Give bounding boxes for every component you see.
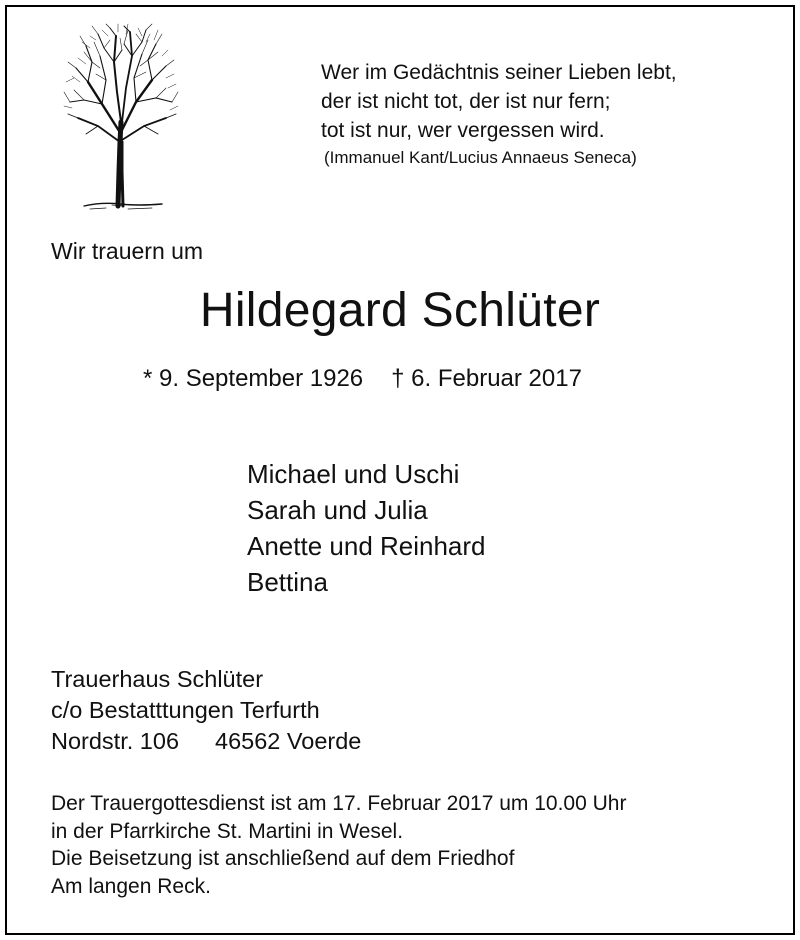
bare-tree-icon: [62, 22, 180, 214]
family-member: Sarah und Julia: [247, 495, 428, 525]
quote-line: Wer im Gedächtnis seiner Lieben lebt,: [321, 61, 677, 84]
family-list: [247, 456, 486, 600]
quote-block: [321, 58, 677, 171]
deceased-name: Hildegard Schlüter: [199, 284, 601, 337]
quote-source: (Immanuel Kant/Lucius Annaeus Seneca): [324, 148, 637, 167]
address-line: c/o Bestatttungen Terfurth: [51, 697, 320, 723]
birth-date: * 9. September 1926: [143, 365, 364, 392]
life-dates: [143, 365, 582, 393]
family-member: Bettina: [247, 567, 328, 597]
mourning-address: [51, 664, 361, 757]
address-city: 46562 Voerde: [215, 728, 362, 754]
address-line: [51, 726, 361, 757]
intro-text: Wir trauern um: [51, 238, 204, 264]
address-line: Trauerhaus Schlüter: [51, 666, 264, 692]
service-line: in der Pfarrkirche St. Martini in Wesel.: [51, 819, 404, 843]
death-date: † 6. Februar 2017: [391, 365, 582, 392]
service-line: Der Trauergottesdienst ist am 17. Februar 2017 um 10.00 Uhr: [51, 792, 627, 815]
family-member: Michael und Uschi: [247, 459, 460, 489]
address-street: Nordstr. 106: [51, 728, 180, 754]
quote-line: tot ist nur, wer vergessen wird.: [321, 119, 605, 142]
service-info: [51, 790, 626, 900]
service-line: Am langen Reck.: [51, 874, 211, 898]
quote-line: der ist nicht tot, der ist nur fern;: [321, 90, 611, 113]
service-line: Die Beisetzung ist anschließend auf dem Friedhof: [51, 847, 515, 870]
family-member: Anette und Reinhard: [247, 531, 486, 561]
